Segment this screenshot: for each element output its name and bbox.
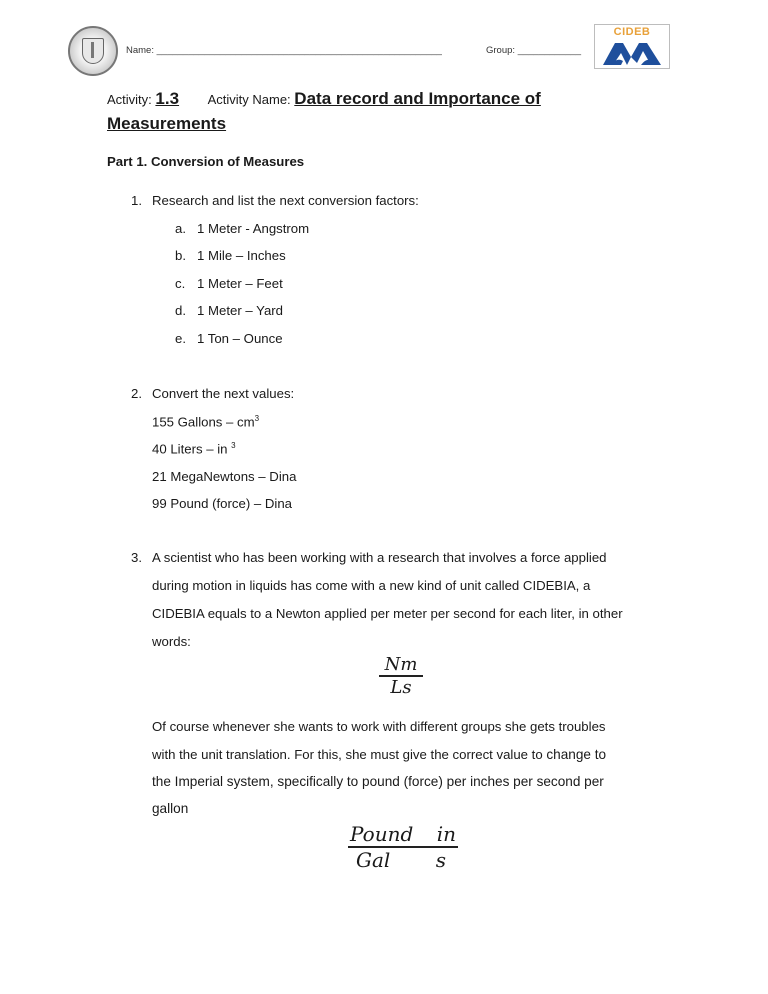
q1-item: 1 Meter – Feet: [197, 276, 283, 291]
group-label: Group:: [486, 45, 516, 56]
activity-name-label: Activity Name:: [207, 92, 291, 107]
part1-heading: Part 1. Conversion of Measures: [107, 154, 305, 169]
q2-number: 2.: [131, 386, 142, 401]
activity-label: Activity:: [107, 92, 152, 107]
q2-item: 155 Gallons – $cm^3$: [152, 414, 260, 430]
q1-item-letter: c.: [175, 276, 186, 291]
formula-denominator: Ls: [390, 676, 412, 698]
q3-line: A scientist who has been working with a research that involves a force applied: [152, 550, 607, 565]
q3-paragraph-line: Of course whenever she wants to work with different groups she gets troubles: [152, 719, 606, 734]
activity-name-continued: Measurements: [107, 114, 227, 133]
q1-item: 1 Meter – Yard: [197, 303, 284, 318]
cideb-logo-text: CIDEB: [613, 26, 651, 38]
q1-item-letter: a.: [175, 221, 186, 236]
formula-imperial: [348, 822, 458, 872]
q3-number: 3.: [131, 550, 142, 565]
q2-item: 21 MegaNewtons – Dina: [152, 469, 297, 484]
name-field: [126, 45, 442, 56]
cideb-logo: [594, 24, 670, 69]
activity-number: 1.3: [155, 89, 180, 108]
q1-text: Research and list the next conversion factors:: [152, 193, 419, 208]
q1-item: 1 Meter - Angstrom: [197, 221, 310, 236]
q2-item: 40 Liters – in $^3$: [152, 441, 236, 457]
q3-line: CIDEBIA equals to a Newton applied per meter per second for each liter, in other: [152, 606, 623, 621]
activity-title-line1: [107, 89, 541, 109]
q2-text: Convert the next values:: [152, 386, 295, 401]
formula-denominator: Gal s: [356, 847, 446, 872]
q1-item-letter: b.: [175, 248, 186, 263]
q1-number: 1.: [131, 193, 142, 208]
q2-item: 99 Pound (force) – Dina: [152, 496, 293, 511]
name-blank: ______________________________________________________: [156, 45, 442, 56]
q3-paragraph-line: with the unit translation. For this, she must give the correct value to change to: [152, 747, 607, 762]
formula-numerator: Pound in: [350, 822, 456, 846]
university-seal-logo: [68, 26, 118, 76]
activity-name: Data record and Importance of: [294, 89, 541, 108]
q1-item-letter: e.: [175, 331, 186, 346]
q3-paragraph-line: gallon: [152, 801, 189, 816]
name-label: Name:: [126, 45, 154, 56]
group-blank: ____________: [517, 45, 582, 56]
q1-item: 1 Ton – Ounce: [197, 331, 283, 346]
q3-line: during motion in liquids has come with a new kind of unit called CIDEBIA, a: [152, 578, 591, 593]
cideb-mark-icon: [601, 39, 665, 67]
q3-line: words:: [152, 634, 191, 649]
q1-item-letter: d.: [175, 303, 186, 318]
activity-title-line2: [107, 114, 226, 134]
q3-paragraph-line: the Imperial system, specifically to pound (force) per inches per second per: [152, 774, 604, 789]
formula-numerator: Nm: [384, 654, 418, 675]
formula-cidebia: [379, 654, 423, 698]
group-field: [486, 45, 581, 56]
shield-icon: [82, 38, 104, 64]
q1-item: 1 Mile – Inches: [197, 248, 286, 263]
